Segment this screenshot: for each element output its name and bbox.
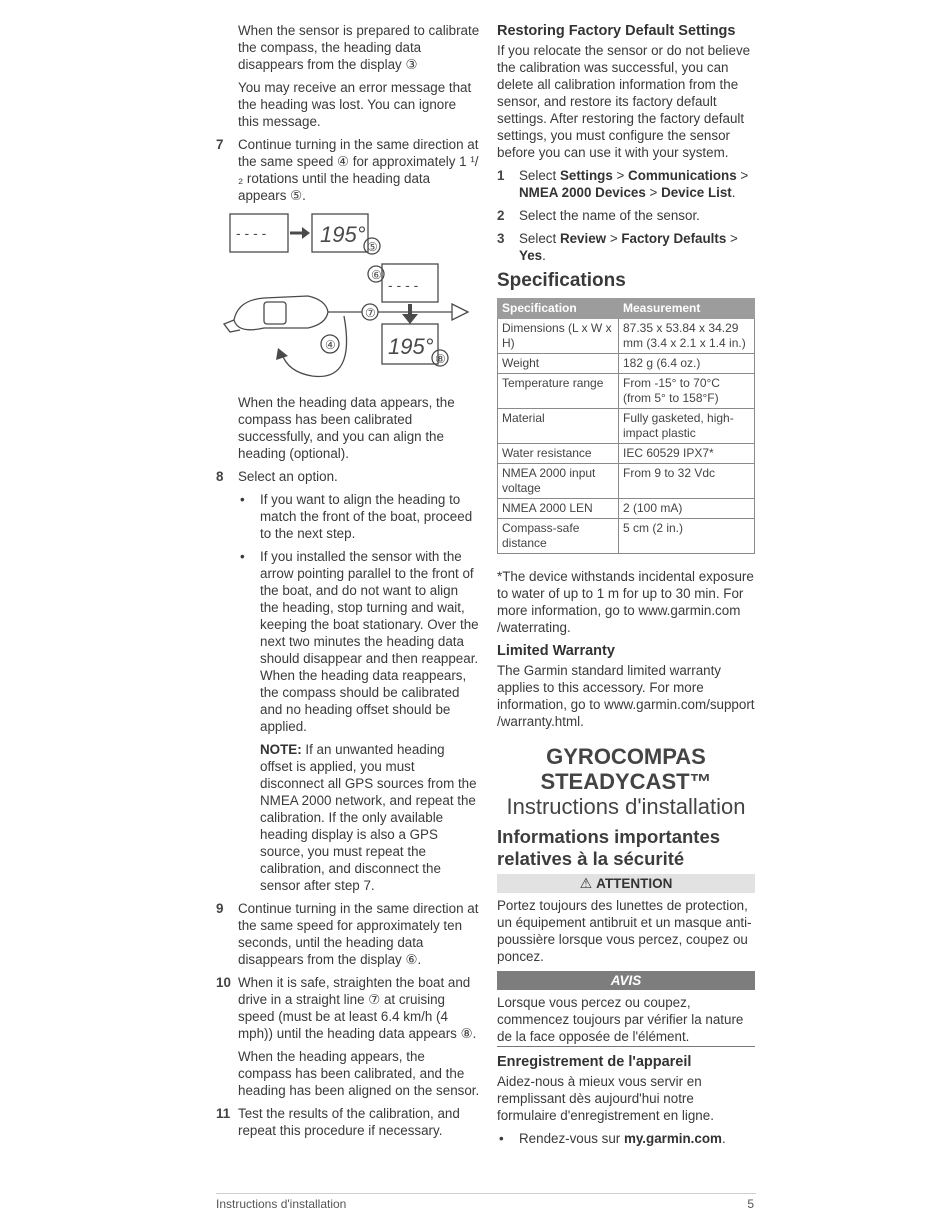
section-title: Informations importantes relatives à la sécurité — [497, 826, 721, 869]
table-row — [498, 464, 755, 499]
step-7 — [216, 136, 480, 204]
section-title: Specifications — [497, 270, 626, 291]
page-footer — [216, 1193, 756, 1213]
register-link[interactable]: my.garmin.com — [623, 1131, 722, 1146]
restore-step-3 — [497, 230, 755, 264]
footnote: *The device withstands incidental exposure to water of up to 1 m for up to 30 min. For more information, go to www.garmin.com /waterrating. — [497, 569, 754, 635]
step-text: . — [731, 185, 736, 200]
paragraph: When the sensor is prepared to calibrate the compass, the heading data disappears from the display ③ — [238, 23, 480, 72]
step-number: 8 — [216, 469, 224, 484]
svg-text:195°: 195° — [388, 334, 434, 359]
avis-banner: AVIS — [497, 971, 755, 990]
paragraph: Portez toujours des lunettes de protection, un équipement antibruit et un masque anti-poussière lorsque vous percez, coupez ou poncez. — [497, 898, 752, 964]
column-header: Specification — [498, 299, 619, 319]
table-row — [498, 499, 755, 519]
table-cell: Water resistance — [498, 444, 619, 464]
step-number: 1 — [497, 168, 505, 183]
path-separator: > — [645, 185, 662, 200]
svg-text:⑧: ⑧ — [435, 352, 446, 366]
menu-path-item: Review — [559, 231, 607, 246]
paragraph: Lorsque vous percez ou coupez, commencez toujours par vérifier la nature de la face opposée de l'élément. — [497, 994, 755, 1047]
menu-path-item: Settings — [559, 168, 613, 183]
step-number: 7 — [216, 137, 224, 152]
bullet-dot: • — [240, 492, 245, 507]
fr-title-line: STEADYCAST™ — [540, 769, 712, 794]
table-cell: 2 (100 mA) — [619, 499, 755, 519]
step-text: Continue turning in the same direction at the same speed ④ for approximately 1 ¹/₂ rotations until the heading data appears ⑤. — [238, 137, 479, 203]
table-row — [498, 519, 755, 554]
path-separator: > — [726, 231, 738, 246]
svg-text:- - - -: - - - - — [236, 225, 267, 241]
step-11 — [216, 1105, 480, 1139]
list-item — [238, 491, 480, 542]
table-row — [498, 319, 755, 354]
section-title: Enregistrement de l'appareil — [497, 1054, 692, 1070]
path-separator: > — [612, 168, 629, 183]
table-cell: IEC 60529 IPX7* — [619, 444, 755, 464]
column-header: Measurement — [619, 299, 755, 319]
step-number: 10 — [216, 975, 231, 990]
svg-text:⑤: ⑤ — [367, 240, 378, 254]
menu-path-item: Device List — [661, 185, 732, 200]
list-item-text: If you want to align the heading to match the front of the boat, proceed to the next step. — [260, 492, 473, 541]
step-text: . — [542, 248, 546, 263]
table-row — [498, 444, 755, 464]
calibration-figure — [216, 212, 480, 384]
step-text: Select an option. — [238, 469, 338, 484]
svg-text:- - - -: - - - - — [388, 277, 419, 293]
table-cell: From -15° to 70°C (from 5° to 158°F) — [619, 374, 755, 409]
table-cell: 5 cm (2 in.) — [619, 519, 755, 554]
path-separator: > — [736, 168, 749, 183]
list-item-text: Rendez-vous sur — [519, 1131, 624, 1146]
svg-text:195°: 195° — [320, 222, 366, 247]
table-cell: Compass-safe distance — [498, 519, 619, 554]
paragraph: You may receive an error message that the heading was lost. You can ignore this message. — [238, 80, 472, 129]
step-text: Select — [519, 168, 560, 183]
footer-title: Instructions d'installation — [216, 1197, 347, 1211]
table-cell: 87.35 x 53.84 x 34.29 mm (3.4 x 2.1 x 1.4 in.) — [619, 319, 755, 354]
paragraph: If you relocate the sensor or do not believe the calibration was successful, you can delete all calibration information from the sensor, and restore its factory default settings. After restoring the factory default settings, you must configure the sensor before you can use it with your system. — [497, 43, 751, 160]
section-title: Limited Warranty — [497, 643, 615, 659]
fr-subtitle: Instructions d'installation — [506, 794, 746, 819]
step-text: Select — [519, 231, 560, 246]
paragraph: When the heading data appears, the compass has been calibrated successfully, and you can align the heading (optional). — [238, 395, 455, 461]
menu-path-item: NMEA 2000 Devices — [519, 185, 646, 200]
left-column — [216, 22, 480, 1145]
table-cell: Temperature range — [498, 374, 619, 409]
attention-label: ATTENTION — [596, 876, 673, 891]
list-item — [238, 548, 480, 735]
paragraph: The Garmin standard limited warranty applies to this accessory. For more information, go to www.garmin.com/support /warranty.html. — [497, 663, 755, 729]
fr-product-title — [497, 744, 755, 794]
calibration-diagram — [216, 212, 480, 384]
step-number: 11 — [216, 1106, 231, 1121]
paragraph: Aidez-nous à mieux vous servir en remplissant dès aujourd'hui notre formulaire d'enregistrement en ligne. — [497, 1074, 714, 1123]
paragraph: When the heading appears, the compass has been calibrated, and the heading has been aligned on the sensor. — [238, 1049, 480, 1098]
section-title: Restoring Factory Default Settings — [497, 23, 736, 39]
table-header-row — [498, 299, 755, 319]
step-text: When it is safe, straighten the boat and drive in a straight line ⑦ at cruising speed (must be at least 6.4 km/h (4 mph)) until the heading data appears ⑧. — [238, 975, 477, 1041]
note-text: If an unwanted heading offset is applied, you must disconnect all GPS sources from the NMEA 2000 network, and repeat the calibration. If the only available heading display is also a GPS source, you must repeat the calibration, and disconnect the sensor after step 7. — [260, 742, 477, 893]
restore-step-1 — [497, 167, 755, 201]
table-row — [498, 354, 755, 374]
path-separator: > — [606, 231, 622, 246]
bullet-dot: • — [240, 549, 245, 564]
step-text: Continue turning in the same direction at the same speed for approximately ten seconds, until the heading data disappears from the display ⑥. — [238, 901, 479, 967]
table-cell: Material — [498, 409, 619, 444]
step-number: 3 — [497, 231, 505, 246]
table-row — [498, 374, 755, 409]
option-list — [216, 491, 480, 894]
fr-title-line: GYROCOMPAS — [546, 744, 706, 769]
restore-step-2 — [497, 207, 755, 224]
bullet-dot: • — [499, 1131, 504, 1146]
table-cell: 182 g (6.4 oz.) — [619, 354, 755, 374]
menu-path-item: Factory Defaults — [621, 231, 727, 246]
table-cell: From 9 to 32 Vdc — [619, 464, 755, 499]
menu-path-item: Communications — [628, 168, 737, 183]
note-label: NOTE: — [260, 742, 302, 757]
right-column — [497, 22, 755, 1153]
table-cell: Weight — [498, 354, 619, 374]
table-cell: NMEA 2000 input voltage — [498, 464, 619, 499]
step-text: Select the name of the sensor. — [519, 208, 700, 223]
step-8 — [216, 468, 480, 485]
list-item-text: If you installed the sensor with the arrow pointing parallel to the front of the boat, and do not want to align the heading, stop turning and wait, keeping the boat stationary. Over the next two minutes the heading data should disappear and then reappear. When the heading data reappears, the compass should be calibrated and no heading offset should be applied. — [260, 549, 479, 734]
list-item-text: . — [721, 1131, 726, 1146]
step-number: 2 — [497, 208, 505, 223]
step-10 — [216, 974, 480, 1042]
svg-text:⑦: ⑦ — [365, 306, 376, 320]
list-item — [497, 1130, 755, 1147]
spec-table — [497, 298, 755, 554]
svg-text:⑥: ⑥ — [371, 268, 382, 282]
svg-text:④: ④ — [325, 338, 336, 352]
table-cell: NMEA 2000 LEN — [498, 499, 619, 519]
attention-banner — [497, 874, 755, 893]
page-number: 5 — [747, 1197, 754, 1211]
table-cell: Dimensions (L x W x H) — [498, 319, 619, 354]
warning-triangle-icon: ⚠ — [579, 875, 593, 891]
step-text: Test the results of the calibration, and repeat this procedure if necessary. — [238, 1106, 460, 1138]
table-cell: Fully gasketed, high-impact plastic — [619, 409, 755, 444]
note — [238, 741, 480, 894]
table-row — [498, 409, 755, 444]
step-number: 9 — [216, 901, 224, 916]
menu-path-item: Yes — [519, 248, 543, 263]
step-9 — [216, 900, 480, 968]
